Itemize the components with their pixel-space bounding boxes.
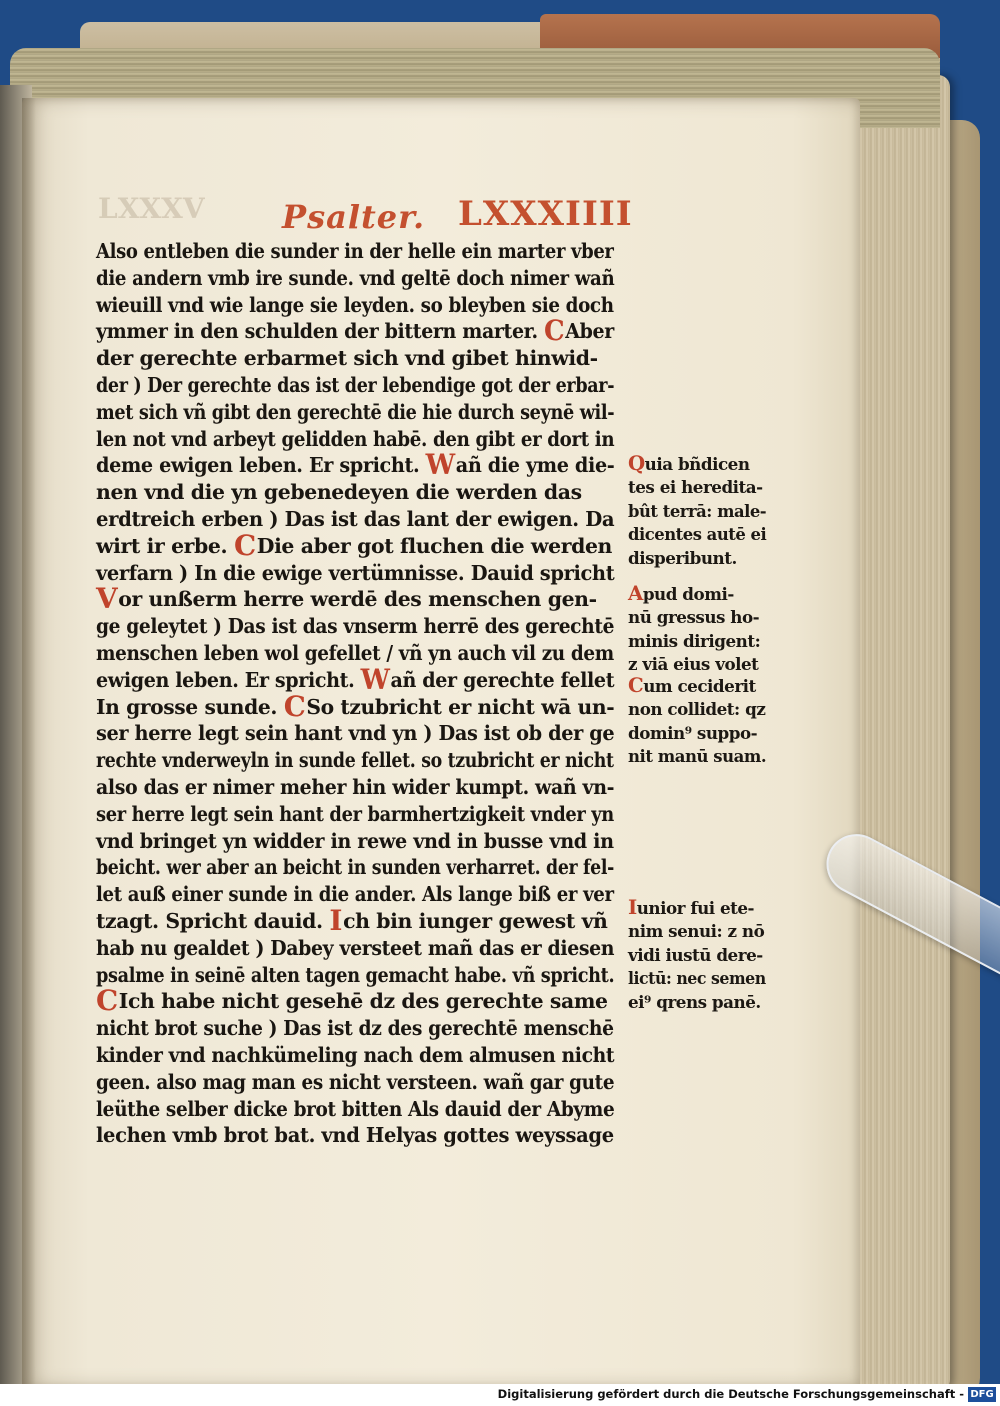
text-line: [96, 801, 614, 828]
margin-note-text: non collidet: qz: [628, 700, 766, 721]
text-line: [96, 720, 615, 747]
text-line: [96, 528, 614, 562]
line-text: geen. also mag man es nicht versteen. wañ gar gute: [96, 1069, 615, 1094]
line-text: ymmer in den schulden der bittern marter.: [96, 319, 538, 344]
line-text: leüthe selber dicke brot bitten Als dauid der Abyme: [96, 1096, 615, 1121]
page-gutter-shadow: [22, 98, 36, 1388]
rubric-initial: C: [283, 689, 306, 723]
margin-note-text: pud domi-: [642, 585, 734, 605]
text-line: [96, 448, 615, 482]
margin-note-text: z viā eius volet: [628, 655, 759, 676]
text-line: [96, 314, 614, 348]
rubric-initial: C: [544, 314, 565, 348]
margin-note-line: [628, 607, 766, 630]
margin-note-line: [628, 723, 766, 746]
line-text: der ) Der gerechte das ist der lebendige got der erbar-: [96, 372, 615, 397]
line-text: ser herre legt sein hant vnd yn ) Das ist ob der ge: [96, 721, 615, 746]
text-line: [96, 1042, 615, 1069]
text-line: [96, 613, 615, 640]
text-line: [96, 265, 615, 292]
text-line: [96, 962, 615, 989]
line-text-after-initial: or unßerm herre werdē des menschen gen-: [118, 587, 597, 612]
line-text-after-initial: Ich habe nicht gesehē dz des gerechte same: [118, 989, 608, 1014]
margin-note-line: [628, 477, 766, 500]
text-line: [96, 345, 614, 372]
text-line: [96, 426, 615, 453]
text-line: [96, 399, 615, 426]
margin-note-text: disperibunt.: [628, 548, 737, 569]
folio-number: LXXXIIII: [458, 194, 633, 234]
line-text: erdtreich erben ) Das ist das lant der ewigen. Da: [96, 506, 615, 531]
line-text: die andern vmb ire sunde. vnd geltē doch nimer wañ: [96, 265, 615, 290]
text-line: [96, 479, 614, 506]
margin-note-text: um ceciderit: [643, 677, 756, 697]
line-text: In grosse sunde.: [96, 694, 278, 719]
margin-note-line: [628, 582, 766, 607]
line-text-after-initial: añ die yme die-: [455, 453, 615, 478]
line-text: kinder vnd nachkümeling nach dem almusen nicht: [96, 1042, 615, 1067]
margin-note-initial: A: [628, 581, 643, 605]
line-text: der gerechte erbarmet sich vnd gibet hinwid-: [96, 346, 598, 371]
margin-note-text: dicentes autē ei: [628, 525, 767, 546]
text-line: [96, 640, 614, 667]
margin-note-initial: C: [628, 673, 644, 697]
rubric-initial: I: [329, 903, 343, 937]
line-text: also das er nimer meher hin wider kumpt. wañ vn-: [96, 774, 615, 799]
margin-note-line: [628, 992, 766, 1015]
text-line: [96, 747, 614, 774]
text-line: [96, 560, 615, 587]
line-text: len not vnd arbeyt gelidden habē. den gibt er dort in: [96, 426, 615, 451]
margin-note-text: minis dirigent:: [628, 631, 761, 652]
margin-note-text: nit manū suam.: [628, 747, 767, 768]
text-line: [96, 1015, 614, 1042]
line-text-after-initial: Die aber got fluchen die werden: [256, 533, 613, 558]
line-text: psalme in seinē alten tagen gemacht habe. vñ spricht.: [96, 962, 615, 987]
text-line: [96, 984, 614, 1018]
line-text: let auß einer sunde in die ander. Als lange biß er ver: [96, 882, 614, 907]
line-text: hab nu gealdet ) Dabey versteet mañ das er diesen: [96, 935, 615, 960]
line-text: deme ewigen leben. Er spricht.: [96, 453, 420, 478]
margin-note-text: uia bñdicen: [644, 455, 750, 475]
line-text: nicht brot suche ) Das ist dz des gerechtē menschē: [96, 1016, 614, 1041]
line-text: menschen leben wol gefellet / vñ yn auch vil zu dem: [96, 640, 614, 665]
line-text: beicht. wer aber an beicht in sunden verharret. der fel-: [96, 855, 614, 880]
margin-note-text: ei⁹ qrens panē.: [628, 992, 761, 1013]
line-text: wieuill vnd wie lange sie leyden. so bleyben sie doch: [96, 292, 614, 317]
rubric-initial: C: [233, 528, 256, 562]
margin-note-text: nū gressus ho-: [628, 608, 760, 629]
main-text-column: [96, 238, 616, 1149]
text-line: [96, 935, 615, 962]
line-text-after-initial: So tzubricht er nicht wā un-: [306, 694, 615, 719]
line-text: rechte vnderweyln in sunde fellet. so tzubricht er nicht: [96, 748, 614, 773]
margin-note-line: [628, 631, 766, 654]
line-text-after-initial: añ der gerechte fellet: [390, 667, 615, 692]
rubric-initial: C: [96, 984, 118, 1018]
footer-credit: Digitalisierung gefördert durch die Deutsche Forschungsgemeinschaft -: [497, 1387, 964, 1401]
footer-bar: [0, 1384, 1000, 1406]
text-line: [96, 662, 615, 696]
text-line: [96, 292, 614, 319]
line-text: nen vnd die yn gebenedeyen die werden das: [96, 480, 582, 505]
line-text: wirt ir erbe.: [96, 533, 228, 558]
margin-note-line: [628, 452, 766, 477]
text-line: [96, 372, 615, 399]
running-head: Psalter.: [282, 198, 426, 236]
text-line: [96, 1069, 615, 1096]
margin-note-text: nim senui: z nō: [628, 922, 765, 943]
line-text: verfarn ) In die ewige vertümnisse. Dauid spricht: [96, 560, 615, 585]
text-line: [96, 582, 614, 616]
line-text: lechen vmb brot bat. vnd Helyas gottes weyssage: [96, 1123, 614, 1148]
text-line: [96, 881, 614, 908]
line-text: ge geleytet ) Das ist das vnserm herrē des gerechtē: [96, 614, 615, 639]
line-text-after-initial: Aber: [565, 319, 614, 344]
text-line: [96, 828, 614, 855]
dfg-logo: DFG: [968, 1387, 996, 1402]
rubric-initial: V: [96, 582, 118, 616]
margin-note-text: domin⁹ suppo-: [628, 723, 758, 744]
margin-note-text: tes ei heredita-: [628, 478, 763, 499]
margin-note-initial: Q: [628, 451, 645, 475]
margin-note-4: [628, 896, 768, 1015]
margin-note-2: [628, 582, 768, 678]
margin-note-line: [628, 945, 766, 968]
margin-note-1: [628, 452, 768, 571]
margin-note-line: [628, 896, 766, 921]
margin-note-text: bût terrā: male-: [628, 501, 767, 522]
margin-note-line: [628, 501, 767, 524]
text-line: [96, 1096, 615, 1123]
page-edges-right: [845, 75, 950, 1395]
margin-note-line: [628, 548, 766, 571]
text-line: [96, 854, 614, 881]
line-text: ser herre legt sein hant der barmhertzigkeit vnder yn: [96, 801, 614, 826]
text-line: [96, 774, 615, 801]
margin-note-line: [628, 674, 766, 699]
text-line: [96, 689, 615, 723]
line-text: tzagt. Spricht dauid.: [96, 908, 323, 933]
margin-note-3: [628, 674, 768, 770]
margin-note-text: lictū: nec semen: [628, 969, 766, 990]
margin-note-line: [628, 699, 766, 722]
rubric-initial: W: [425, 448, 455, 482]
text-line: [96, 238, 614, 265]
text-line: [96, 903, 614, 937]
rubric-initial: W: [360, 662, 390, 696]
margin-note-text: vidi iustū dere-: [628, 945, 763, 966]
margin-note-line: [628, 968, 766, 991]
show-through-folio: LXXXV: [98, 192, 205, 225]
line-text: Also entleben die sunder in der helle ein marter vber: [96, 239, 614, 263]
margin-note-line: [628, 524, 767, 547]
margin-note-text: unior fui ete-: [636, 899, 755, 919]
margin-note-initial: I: [628, 895, 637, 919]
line-text: ewigen leben. Er spricht.: [96, 667, 355, 692]
text-line: [96, 1122, 614, 1149]
text-line: [96, 506, 615, 533]
margin-note-line: [628, 921, 766, 944]
line-text-after-initial: ch bin iunger gewest vñ: [343, 908, 608, 933]
margin-note-line: [628, 746, 767, 769]
line-text: vnd bringet yn widder in rewe vnd in busse vnd in: [96, 828, 614, 853]
line-text: met sich vñ gibt den gerechtē die hie durch seynē wil-: [96, 399, 615, 424]
